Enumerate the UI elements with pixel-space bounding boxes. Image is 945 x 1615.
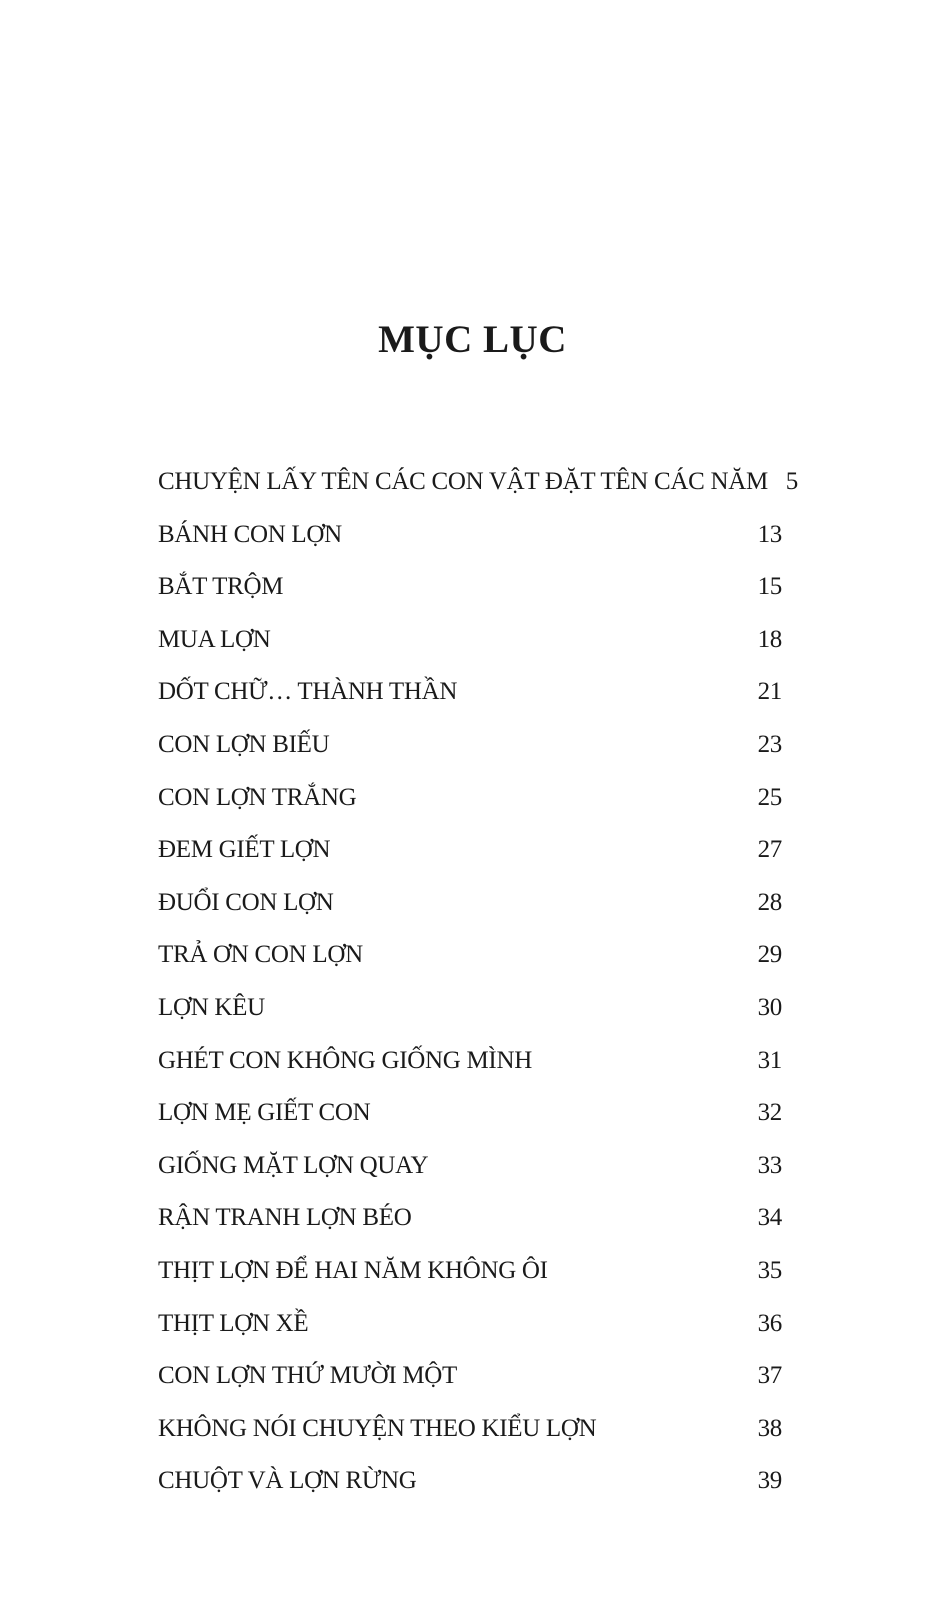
toc-entry-page: 27 [757, 836, 782, 864]
table-of-contents [158, 466, 798, 1518]
toc-entry [158, 676, 782, 729]
toc-entry-page: 25 [757, 783, 782, 811]
toc-entry-title: DỐT CHỮ… THÀNH THẦN [158, 678, 458, 706]
toc-entry-title: THỊT LỢN ĐỂ HAI NĂM KHÔNG ÔI [158, 1256, 548, 1284]
toc-entry-title: GHÉT CON KHÔNG GIỐNG MÌNH [158, 1046, 532, 1074]
toc-entry-page: 37 [757, 1362, 782, 1390]
toc-entry-title: GIỐNG MẶT LỢN QUAY [158, 1151, 429, 1179]
toc-entry-page: 36 [757, 1309, 782, 1337]
toc-entry [158, 519, 782, 572]
toc-entry-title: LỢN KÊU [158, 993, 265, 1021]
toc-entry-page: 35 [757, 1256, 782, 1284]
toc-entry-title: CHUYỆN LẤY TÊN CÁC CON VẬT ĐẶT TÊN CÁC NĂM [158, 468, 768, 495]
toc-entry-page: 21 [757, 678, 782, 706]
toc-entry-title: CHUỘT VÀ LỢN RỪNG [158, 1467, 417, 1495]
toc-entry [158, 1150, 782, 1203]
toc-entry [158, 1308, 782, 1361]
toc-entry-page: 32 [757, 1099, 782, 1127]
toc-entry [158, 624, 782, 677]
toc-entry-page: 31 [757, 1046, 782, 1074]
toc-entry [158, 1413, 782, 1466]
toc-entry [158, 1202, 782, 1255]
toc-entry [158, 834, 782, 887]
page-title: MỤC LỤC [378, 318, 567, 361]
toc-entry-title: ĐEM GIẾT LỢN [158, 836, 331, 864]
toc-entry [158, 1465, 782, 1518]
toc-entry-title: BẮT TRỘM [158, 573, 284, 601]
toc-entry-page: 23 [757, 730, 782, 758]
toc-entry [158, 887, 782, 940]
toc-entry-page: 33 [757, 1151, 782, 1179]
toc-entry-page: 28 [757, 888, 782, 916]
toc-entry-page: 29 [757, 941, 782, 969]
toc-entry-page: 30 [757, 993, 782, 1021]
toc-entry-title: RẬN TRANH LỢN BÉO [158, 1204, 412, 1232]
toc-entry-page: 5 [785, 468, 798, 495]
toc-entry-title: ĐUỔI CON LỢN [158, 888, 334, 916]
toc-entry-page: 18 [757, 625, 782, 653]
toc-entry-title: MUA LỢN [158, 625, 271, 653]
toc-entry [158, 466, 798, 519]
toc-entry-title: KHÔNG NÓI CHUYỆN THEO KIỂU LỢN [158, 1414, 597, 1442]
toc-entry [158, 1255, 782, 1308]
toc-entry-title: CON LỢN TRẮNG [158, 783, 357, 811]
toc-entry-page: 39 [757, 1467, 782, 1495]
toc-entry [158, 1045, 782, 1098]
toc-entry-page: 13 [757, 520, 782, 548]
toc-entry-page: 34 [757, 1204, 782, 1232]
toc-entry [158, 939, 782, 992]
toc-entry-title: BÁNH CON LỢN [158, 520, 342, 548]
toc-entry [158, 1360, 782, 1413]
toc-entry-title: CON LỢN THỨ MƯỜI MỘT [158, 1362, 457, 1390]
toc-entry [158, 729, 782, 782]
toc-entry-title: CON LỢN BIẾU [158, 730, 330, 758]
toc-entry-page: 38 [757, 1414, 782, 1442]
toc-entry [158, 992, 782, 1045]
toc-entry [158, 1097, 782, 1150]
toc-entry-title: THỊT LỢN XỀ [158, 1309, 309, 1337]
toc-entry [158, 782, 782, 835]
toc-entry-page: 15 [757, 573, 782, 601]
toc-entry-title: TRẢ ƠN CON LỢN [158, 941, 363, 969]
toc-entry [158, 571, 782, 624]
toc-entry-title: LỢN MẸ GIẾT CON [158, 1099, 371, 1127]
